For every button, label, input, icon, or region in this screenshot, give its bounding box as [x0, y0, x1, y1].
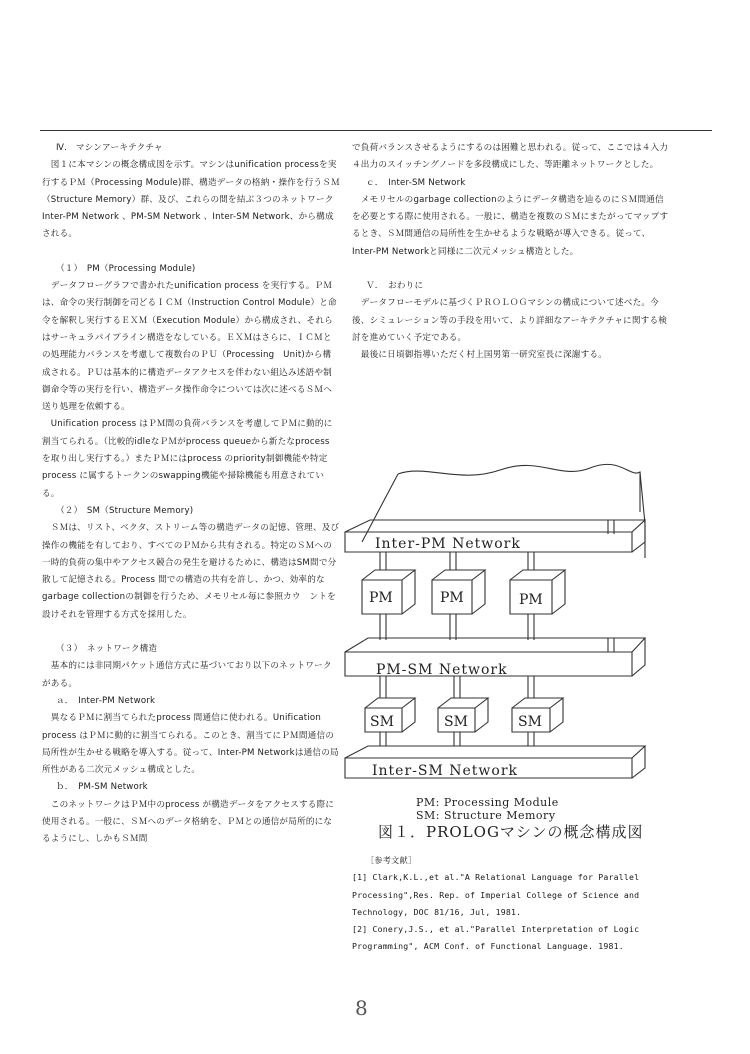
section-heading-architecture: Ⅳ. マシンアーキテクチャ: [56, 143, 163, 153]
paragraph-pm: データフローグラフで書かれたunification process を実行する。ＰＭは、命令の実行制御を司どるＩＣＭ（Instruction Control Module）と命令を解釈し実行するＥＸＭ（Execution Module）から構成され、それらはサーキュラパイプライン構造をなしている。ＥＸＭはさらに、ＩＣＭとの処理能力バランスを考慮して複数台のＰＵ（Processing Unit)から構成される。ＰＵは基本的に構造データアクセスを伴わない組込み述語や制御命令等の実行を行い、構造データ操作命令については次に述べるＳＭへ送り処理を依頼する。: [42, 281, 337, 413]
sm-box-1-label: SM: [370, 714, 394, 730]
legend-sm: SM: Structure Memory: [416, 809, 556, 822]
paragraph-pm-sm: このネットワークはＰＭ中のprocess が構造データをアクセスする際に使用される。一般に、ＳＭへのデータ格納を、ＰＭとの通信が局所的になるようにし、しかもＳＭ間: [42, 799, 335, 845]
sm-box-2-label: SM: [444, 714, 468, 730]
top-rule: [40, 130, 712, 131]
paragraph-network-intro: 基本的には非同期パケット通信方式に基づいており以下のネットワークがある。: [42, 661, 332, 689]
paragraph-unification: Unification process はＰＭ間の負荷バランスを考慮してＰＭに動的に割当てられる。（比較的idleなＰＭがprocess queueから新たなprocess を取り出し実行する。）またＰＭにはprocess のpriority制御機能や特定process に属するトークンのswapping機能や掃除機能も用意されている。: [42, 419, 333, 499]
references-block: [352, 852, 672, 956]
section-heading-conclusion: Ｖ． おわりに: [366, 281, 424, 292]
paragraph-inter-sm: メモリセルのgarbage collectionのようにデータ構造を辿るのにＳＭ間通信を必要とする際に使用される。一般に、構造を複数のＳＭにまたがってマップするとき、ＳＭ間通信の局所性を生かせるような戦略が導入できる。従って、Inter-PM Networkと同様に二次元メッシュ構造とした。: [352, 194, 669, 257]
architecture-figure: [340, 462, 670, 790]
subsection-heading-pm-sm: ｂ． PM-SM Network: [56, 782, 148, 793]
subsection-heading-inter-pm: ａ． Inter-PM Network: [56, 695, 156, 706]
pm-box-1-label: PM: [369, 590, 393, 606]
reference-1: [1] Clark,K.L.,et al."A Relational Language for Parallel Processing",Res. Rep. of Imperial College of Science and Technology, DOC 81/16, Jul, 1981.: [352, 872, 645, 917]
reference-2: [2] Conery,J.S., et al."Parallel Interpretation of Logic Programming", ACM Conf. of Functional Language. 1981.: [352, 924, 645, 952]
subsection-heading-network: （３） ネットワーク構造: [56, 644, 158, 655]
paragraph-inter-pm: 異なるＰＭに割当てられたprocess 間通信に使われる。Unification process はＰＭに動的に割当てられる。このとき、割当てにＰＭ間通信の局所性が生かせる戦略を導入する。従って、Inter-PM Networkは通信の局所性がある二次元メッシュ構成とした。: [42, 713, 339, 776]
page-number: 8: [355, 996, 368, 1020]
figure-caption: 図１．PROLOGマシンの概念構成図: [378, 823, 644, 841]
subsection-heading-pm: （１） PM（Processing Module): [56, 263, 196, 274]
subsection-heading-inter-sm: ｃ． Inter-SM Network: [366, 177, 466, 188]
paragraph-sm: ＳＭは、リスト、ベクタ、ストリーム等の構造データの記憶、管理、及び操作の機能を有しており、すべてのＰＭから共有される。特定のＳＭへの一時的負荷の集中やアクセス競合の発生を避けるために、構造はSM間で分散して記憶される。Process 間での構造の共有を許し、かつ、効率的なgarbage collectionの制御を行うため、メモリセル毎に参照カウ ントを設けそれを管理する方式を採用した。: [42, 523, 340, 620]
figure-caption-block: [378, 796, 668, 842]
subsection-heading-sm: （２） SM（Structure Memory): [56, 505, 194, 516]
sm-box-3-label: SM: [518, 714, 542, 730]
left-column: [42, 140, 343, 849]
references-heading: ［参考文献］: [366, 855, 417, 865]
right-column: [352, 140, 672, 365]
legend-pm: PM: Processing Module: [416, 796, 559, 809]
pm-box-2-label: PM: [440, 590, 464, 606]
inter-sm-label: Inter-SM Network: [372, 763, 519, 779]
pm-sm-label: PM-SM Network: [376, 662, 508, 678]
pm-box-3-label: PM: [519, 592, 543, 608]
paragraph-conclusion: データフローモデルに基づくＰＲＯＬＯＧマシンの構成について述べた。今後、シミュレーション等の手段を用いて、より詳細なアーキテクチャに関する検討を進めていく予定である。: [352, 298, 668, 343]
paragraph-acknowledgment: 最後に日頃御指導いただく村上国男第一研究室長に深謝する。: [352, 350, 608, 361]
paragraph-overview: 図１に本マシンの概念構成図を示す。マシンはunification processを実行するＰＭ（Processing Module)群、構造データの格納・操作を行うＳＭ（Structure Memory）群、及び、これらの間を結ぶ３つのネットワーク Inter-PM Network 、PM-SM Network 、Inter-SM Network、から構成される。: [42, 160, 343, 240]
paragraph-pm-sm-cont: で負荷バランスさせるようにするのは困難と思われる。従って、ここでは４入力４出力のスイッチングノードを多段構成にした、等距離ネットワークとした。: [352, 143, 669, 171]
inter-pm-label: Inter-PM Network: [375, 536, 521, 552]
